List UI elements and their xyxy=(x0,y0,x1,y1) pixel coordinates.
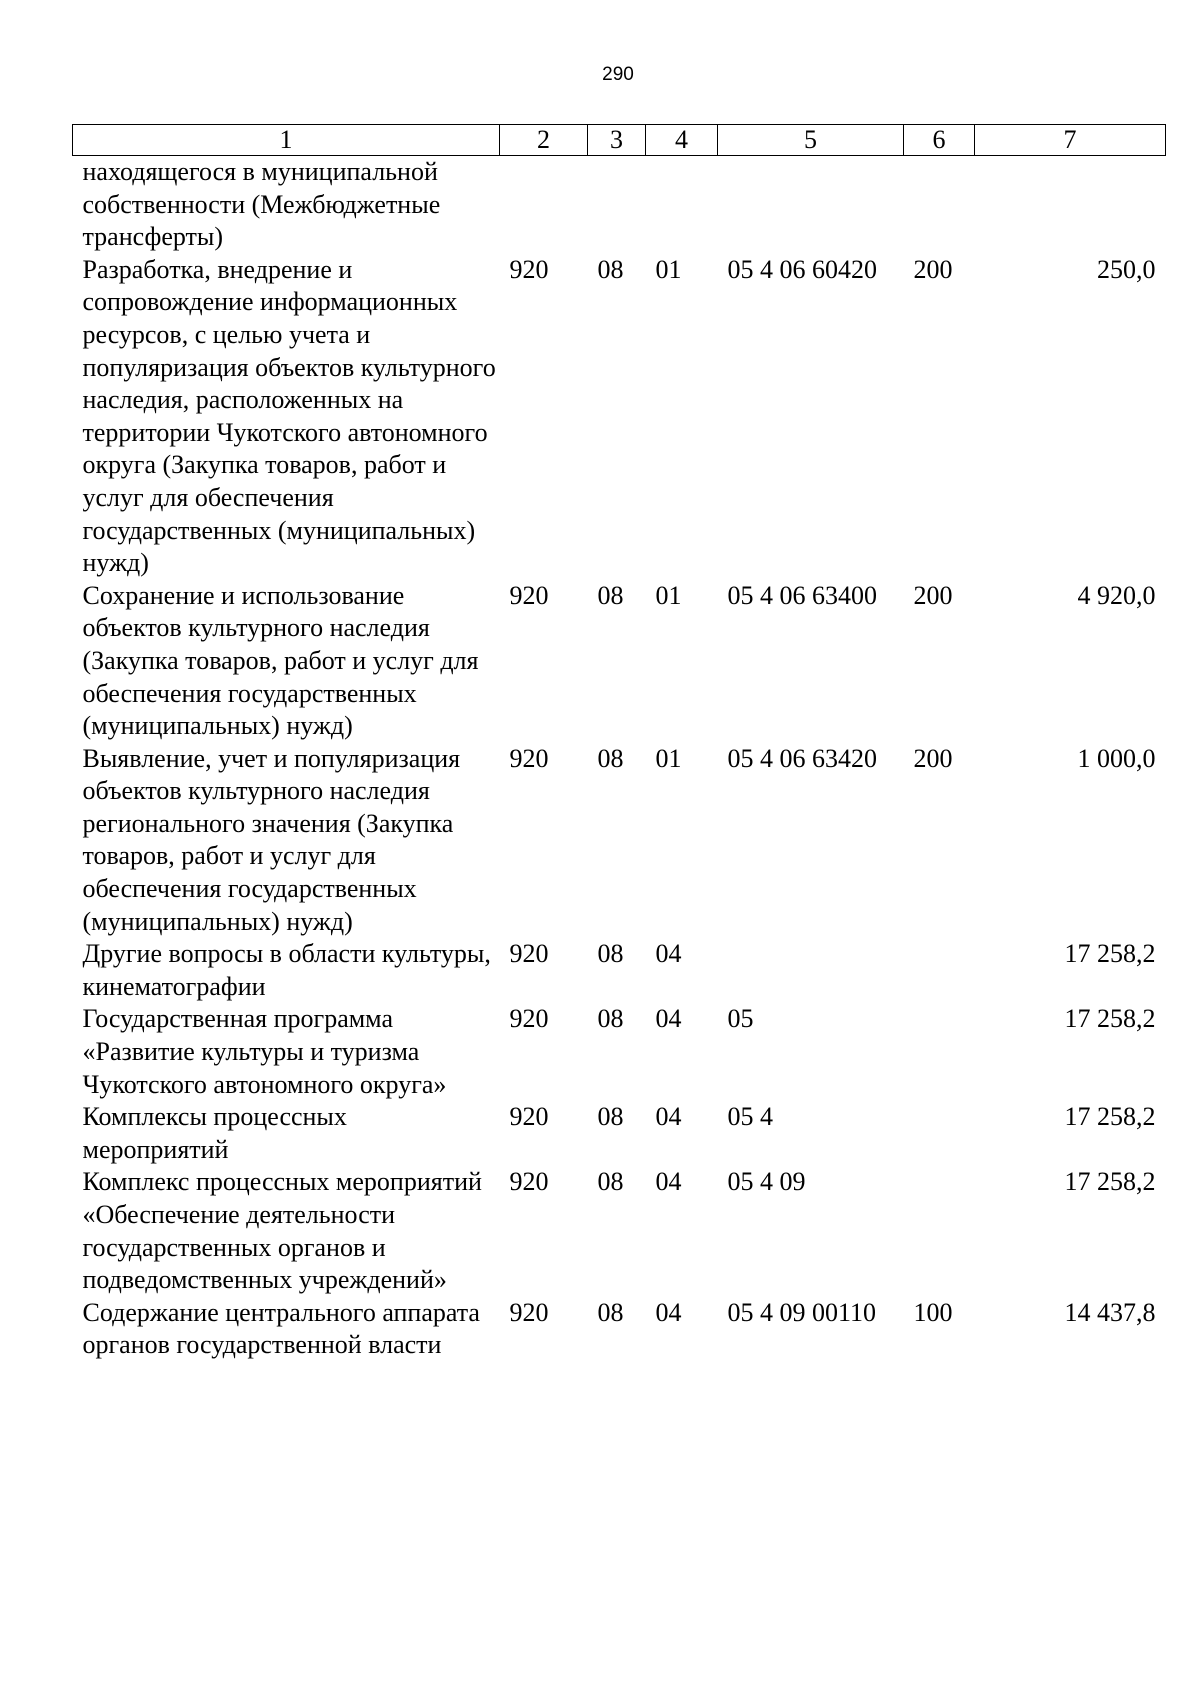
row-admin-code: 920 xyxy=(509,939,549,969)
row-section: 08 xyxy=(597,254,624,284)
row-target-article: 05 4 06 63420 xyxy=(727,743,877,773)
row-expense-type xyxy=(904,1166,975,1296)
table-row xyxy=(73,1101,1166,1166)
column-header-1: 1 xyxy=(73,125,500,156)
row-target-article: 05 4 09 00110 xyxy=(727,1297,877,1327)
row-section: 08 xyxy=(597,1004,624,1034)
row-amount: 14 437,8 xyxy=(1064,1297,1156,1327)
row-admin-code: 920 xyxy=(509,254,549,284)
row-name: Другие вопросы в области культуры, кинематографии xyxy=(82,939,491,1001)
row-target-article xyxy=(718,938,904,1003)
table-row xyxy=(73,1166,1166,1296)
column-header-7: 7 xyxy=(975,125,1166,156)
row-amount xyxy=(975,156,1166,254)
table-row xyxy=(73,743,1166,939)
row-name: Государственная программа «Развитие культуры и туризма Чукотского автономного округа» xyxy=(82,1004,447,1099)
row-amount: 17 258,2 xyxy=(1064,1167,1156,1197)
row-section xyxy=(588,156,646,254)
row-name: Комплексы процессных мероприятий xyxy=(82,1102,347,1164)
budget-table xyxy=(72,124,1166,1362)
table-row xyxy=(73,1003,1166,1101)
table-row xyxy=(73,156,1166,254)
row-subsection: 04 xyxy=(655,1102,682,1132)
table-body xyxy=(73,156,1166,1362)
row-subsection: 04 xyxy=(655,1167,682,1197)
row-subsection: 01 xyxy=(655,254,682,284)
row-admin-code: 920 xyxy=(509,1297,549,1327)
row-expense-type xyxy=(904,1101,975,1166)
row-subsection xyxy=(646,156,718,254)
row-amount: 250,0 xyxy=(1097,254,1156,284)
column-header-5: 5 xyxy=(718,125,904,156)
row-name: находящегося в муниципальной собственности (Межбюджетные трансферты) xyxy=(82,157,441,252)
row-subsection: 01 xyxy=(655,743,682,773)
row-target-article: 05 4 09 xyxy=(727,1167,806,1197)
table-header-row xyxy=(73,125,1166,156)
row-target-article: 05 xyxy=(727,1004,754,1034)
row-admin-code: 920 xyxy=(509,580,549,610)
row-target-article: 05 4 06 60420 xyxy=(727,254,877,284)
row-subsection: 04 xyxy=(655,1297,682,1327)
row-section: 08 xyxy=(597,580,624,610)
row-expense-type: 200 xyxy=(913,580,953,610)
row-section: 08 xyxy=(597,743,624,773)
row-name: Комплекс процессных мероприятий «Обеспечение деятельности государственных органов и подведомственных учреждений» xyxy=(82,1167,482,1295)
row-amount: 4 920,0 xyxy=(1077,580,1156,610)
row-expense-type xyxy=(904,156,975,254)
column-header-3: 3 xyxy=(588,125,646,156)
row-admin-code: 920 xyxy=(509,1102,549,1132)
row-expense-type: 200 xyxy=(913,254,953,284)
table-row xyxy=(73,938,1166,1003)
row-target-article xyxy=(718,156,904,254)
row-name: Сохранение и использование объектов культурного наследия (Закупка товаров, работ и услуг для обеспечения государственных (муниципальных) нужд) xyxy=(82,580,479,741)
row-amount: 17 258,2 xyxy=(1064,1102,1156,1132)
row-expense-type xyxy=(904,1003,975,1101)
row-name: Выявление, учет и популяризация объектов культурного наследия регионального значения (Закупка товаров, работ и услуг для обеспечения государственных (муниципальных) нужд) xyxy=(82,743,461,936)
row-admin-code xyxy=(500,156,588,254)
row-subsection: 04 xyxy=(655,1004,682,1034)
row-expense-type: 100 xyxy=(913,1297,953,1327)
column-header-6: 6 xyxy=(904,125,975,156)
row-name: Содержание центрального аппарата органов государственной власти xyxy=(82,1297,480,1360)
table-row xyxy=(73,580,1166,743)
row-amount: 17 258,2 xyxy=(1064,1004,1156,1034)
row-amount: 1 000,0 xyxy=(1077,743,1156,773)
row-admin-code: 920 xyxy=(509,743,549,773)
table-header xyxy=(73,125,1166,156)
column-header-2: 2 xyxy=(500,125,588,156)
row-expense-type xyxy=(904,938,975,1003)
row-name: Разработка, внедрение и сопровождение информационных ресурсов, с целью учета и популяризация объектов культурного наследия, расположенных на территории Чукотского автономного округа (Закупка товаров, работ и услуг для обеспечения государственных (муниципальных) нужд) xyxy=(82,254,496,578)
row-section: 08 xyxy=(597,1297,624,1327)
row-admin-code: 920 xyxy=(509,1167,549,1197)
row-section: 08 xyxy=(597,1167,624,1197)
column-header-4: 4 xyxy=(646,125,718,156)
row-target-article: 05 4 06 63400 xyxy=(727,580,877,610)
page-number: 290 xyxy=(602,64,634,85)
row-section: 08 xyxy=(597,939,624,969)
row-section: 08 xyxy=(597,1102,624,1132)
table-row xyxy=(73,254,1166,580)
table-row xyxy=(73,1297,1166,1362)
row-amount: 17 258,2 xyxy=(1064,939,1156,969)
row-expense-type: 200 xyxy=(913,743,953,773)
row-subsection: 01 xyxy=(655,580,682,610)
row-target-article: 05 4 xyxy=(727,1102,773,1132)
row-subsection: 04 xyxy=(655,939,682,969)
row-admin-code: 920 xyxy=(509,1004,549,1034)
